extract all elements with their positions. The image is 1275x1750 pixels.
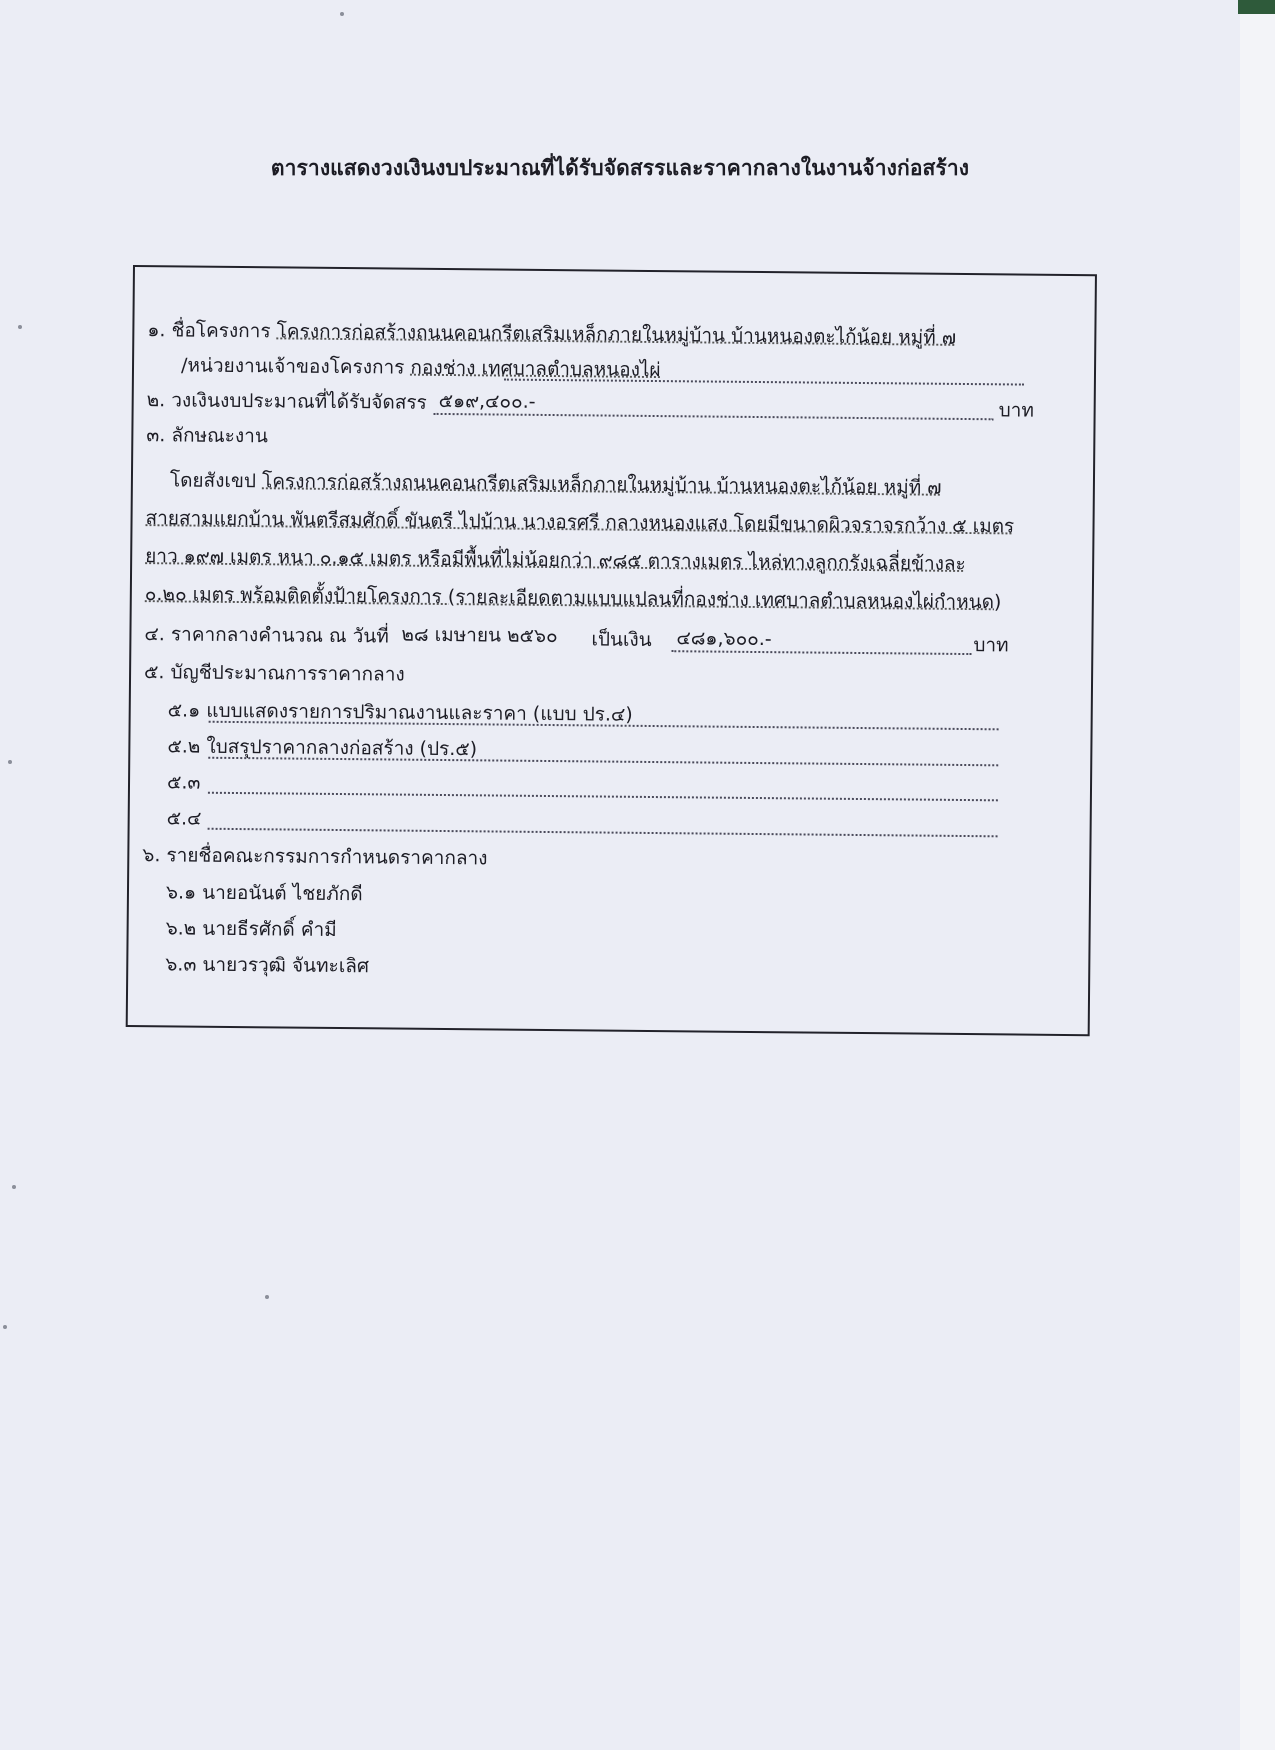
project-name: โครงการก่อสร้างถนนคอนกรีตเสริมเหล็กภายในหมู่บ้าน บ้านหนองตะไก้น้อย หมู่ที่ ๗ [276,320,957,349]
subitem-5-2-number: ๕.๒ [167,735,201,758]
item3-label: ๓. ลักษณะงาน [146,424,268,448]
subitem-5-3 [167,769,201,795]
committee-member-3: ๖.๓ นายวรวุฒิ จันทะเลิศ [165,953,370,978]
scan-speck [12,1185,16,1189]
budget-amount: ๕๑๙,๔๐๐.- [438,389,536,413]
scan-speck [8,760,12,764]
scan-speck [3,1325,7,1329]
estimate-unit: บาท [973,634,1009,657]
subitem-5-1-text: แบบแสดงรายการปริมาณงานและราคา (แบบ ปร.๔) [206,699,633,726]
subitem-5-2-text: ใบสรุปราคากลางก่อสร้าง (ปร.๕) [206,735,478,761]
item1-line [147,317,956,351]
budget-dotted-line [434,413,994,420]
description-text-4: ๐.๒๐ เมตร พร้อมติดตั้งป้ายโครงการ (รายละเอียดตามแบบแปลนที่กองช่าง เทศบาลตำบลหนองไผ่กำหนด) [144,583,1002,614]
info-box [126,265,1097,1036]
item6-label: ๖. รายชื่อคณะกรรมการกำหนดราคากลาง [142,844,488,870]
estimate-amount: ๔๘๑,๖๐๐.- [676,627,772,651]
description-line-1 [170,467,942,500]
subitem-5-4 [167,805,202,831]
committee-member-1: ๖.๑ นายอนันต์ ไชยภักดี [165,881,363,906]
scan-speck [340,12,344,16]
scan-speck [18,325,22,329]
summary-label: โดยสังเขป [169,469,257,493]
item4-label: ๔. ราคากลางคำนวณ ณ วันที่ [144,623,389,648]
item1-label: ๑. ชื่อโครงการ [147,319,271,343]
description-text-3: ยาว ๑๙๗ เมตร หนา ๐.๑๕ เมตร หรือมีพื้นที่ไม่น้อยกว่า ๙๘๕ ตารางเมตร ไหล่ทางลูกกรังเฉลี่ยข้างละ [145,545,966,576]
description-line-2 [145,505,1014,539]
page-edge [1240,0,1275,1750]
scan-speck [265,1295,269,1299]
page-corner-mark [1238,0,1275,14]
item2-label: ๒. วงเงินงบประมาณที่ได้รับจัดสรร [146,389,427,414]
subitem-5-1-number: ๕.๑ [167,699,201,722]
item5-label: ๕. บัญชีประมาณการราคากลาง [143,661,405,686]
subitem-5-3-number: ๕.๓ [166,771,201,794]
description-line-3 [145,543,966,577]
estimate-dotted-line [671,650,971,655]
subitem-5-3-dotted-line [208,792,998,802]
owner-value: กองช่าง เทศบาลตำบลหนองไผ่ [410,356,661,382]
subitem-5-4-number: ๕.๔ [166,807,202,830]
description-text-1: โครงการก่อสร้างถนนคอนกรีตเสริมเหล็กภายในหมู่บ้าน บ้านหนองตะไก้น้อย หมู่ที่ ๗ [261,470,942,499]
estimate-amount-label: เป็นเงิน [591,628,652,651]
description-text-2: สายสามแยกบ้าน พันตรีสมศักดิ์ ขันตรี ไปบ้าน นางอรศรี กลางหนองแสง โดยมีขนาดผิวจราจรกว้าง ๕ เมตร [145,507,1015,538]
description-line-4 [145,581,1002,615]
owner-label: /หน่วยงานเจ้าของโครงการ [180,354,405,379]
page-title: ตารางแสดงวงเงินงบประมาณที่ได้รับจัดสรรและราคากลางในงานจ้างก่อสร้าง [270,156,970,180]
subitem-5-2-dotted-line [208,757,998,767]
committee-member-2: ๖.๒ นายธีรศักดิ์ คำมี [165,917,337,941]
budget-unit: บาท [998,399,1035,422]
subitem-5-4-dotted-line [208,828,998,838]
estimate-date: ๒๘ เมษายน ๒๕๖๐ [401,623,558,648]
